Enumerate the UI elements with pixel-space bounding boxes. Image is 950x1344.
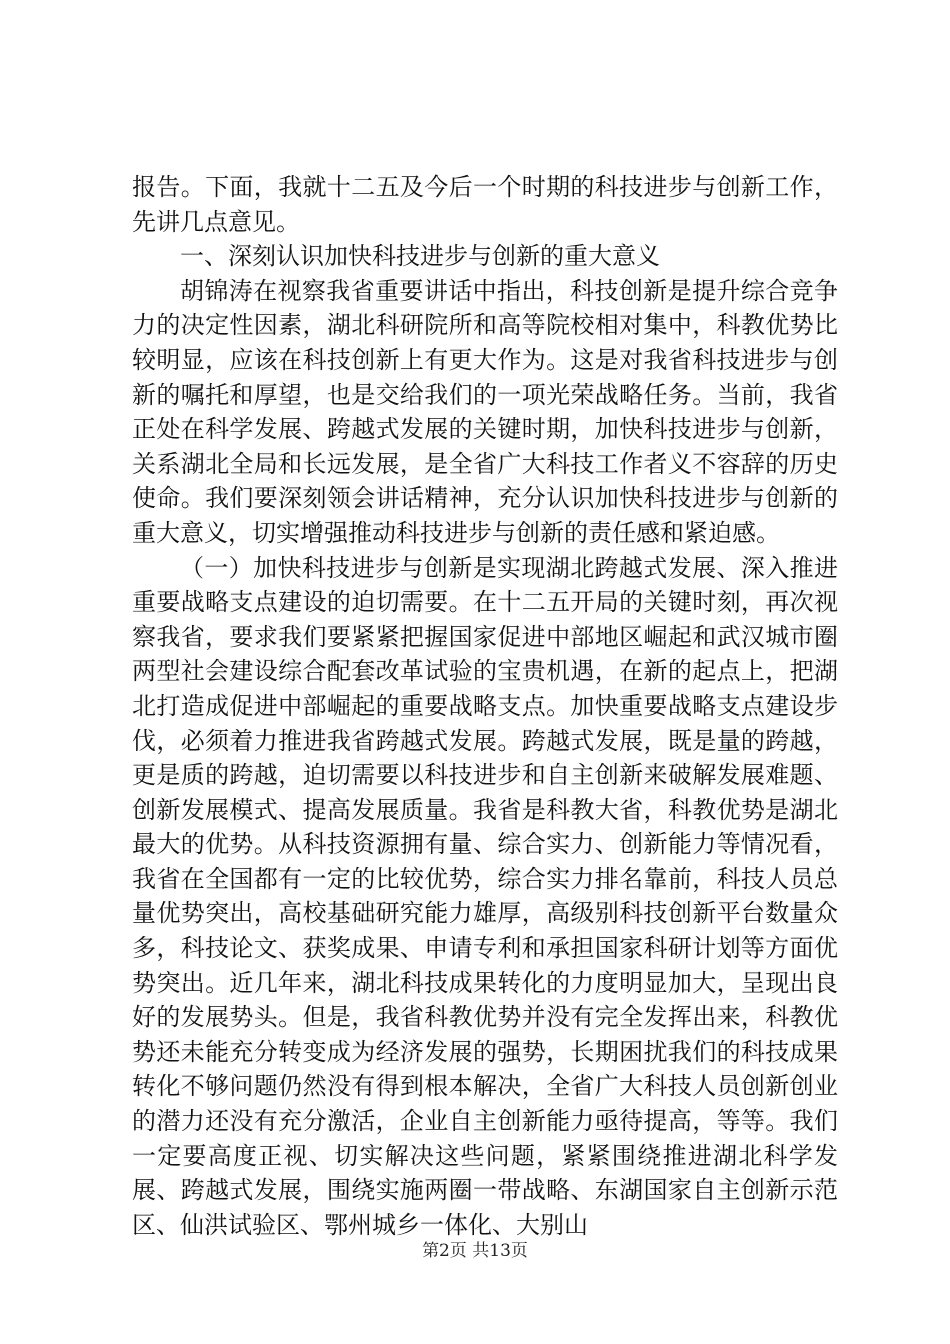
section-heading: 一、深刻认识加快科技进步与创新的重大意义: [180, 242, 660, 271]
paragraph-continuation: 报告。下面，我就十二五及今后一个时期的科技进步与创新工作，先讲几点意见。: [132, 173, 838, 236]
document-body: [132, 170, 838, 1242]
paragraph: （一）加快科技进步与创新是实现湖北跨越式发展、深入推进重要战略支点建设的迫切需要。在十二五开局的关键时刻，再次视察我省，要求我们要紧紧把握国家促进中部地区崛起和武汉城市圈两型社会建设综合配套改革试验的宝贵机遇，在新的起点上，把湖北打造成促进中部崛起的重要战略支点。加快重要战略支点建设步伐，必须着力推进我省跨越式发展。跨越式发展，既是量的跨越，更是质的跨越，迫切需要以科技进步和自主创新来破解发展难题、创新发展模式、提高发展质量。我省是科教大省，科教优势是湖北最大的优势。从科技资源拥有量、综合实力、创新能力等情况看，我省在全国都有一定的比较优势，综合实力排名靠前，科技人员总量优势突出，高校基础研究能力雄厚，高级别科技创新平台数量众多，科技论文、获奖成果、申请专利和承担国家科研计划等方面优势突出。近几年来，湖北科技成果转化的力度明显加大，呈现出良好的发展势头。但是，我省科教优势并没有完全发挥出来，科教优势还未能充分转变成为经济发展的强势，长期困扰我们的科技成果转化不够问题仍然没有得到根本解决，全省广大科技人员创新创业的潜力还没有充分激活，企业自主创新能力亟待提高，等等。我们一定要高度正视、切实解决这些问题，紧紧围绕推进湖北科学发展、跨越式发展，围绕实施两圈一带战略、东湖国家自主创新示范区、仙洪试验区、鄂州城乡一体化、大别山: [132, 553, 838, 1239]
paragraph: 胡锦涛在视察我省重要讲话中指出，科技创新是提升综合竞争力的决定性因素，湖北科研院所和高等院校相对集中，科教优势比较明显，应该在科技创新上有更大作为。这是对我省科技进步与创新的嘱托和厚望，也是交给我们的一项光荣战略任务。当前，我省正处在科学发展、跨越式发展的关键时期，加快科技进步与创新，关系湖北全局和长远发展，是全省广大科技工作者义不容辞的历史使命。我们要深刻领会讲话精神，充分认识加快科技进步与创新的重大意义，切实增强推动科技进步与创新的责任感和紧迫感。: [132, 276, 838, 547]
page-number-footer: 第2页 共13页: [422, 1241, 528, 1261]
